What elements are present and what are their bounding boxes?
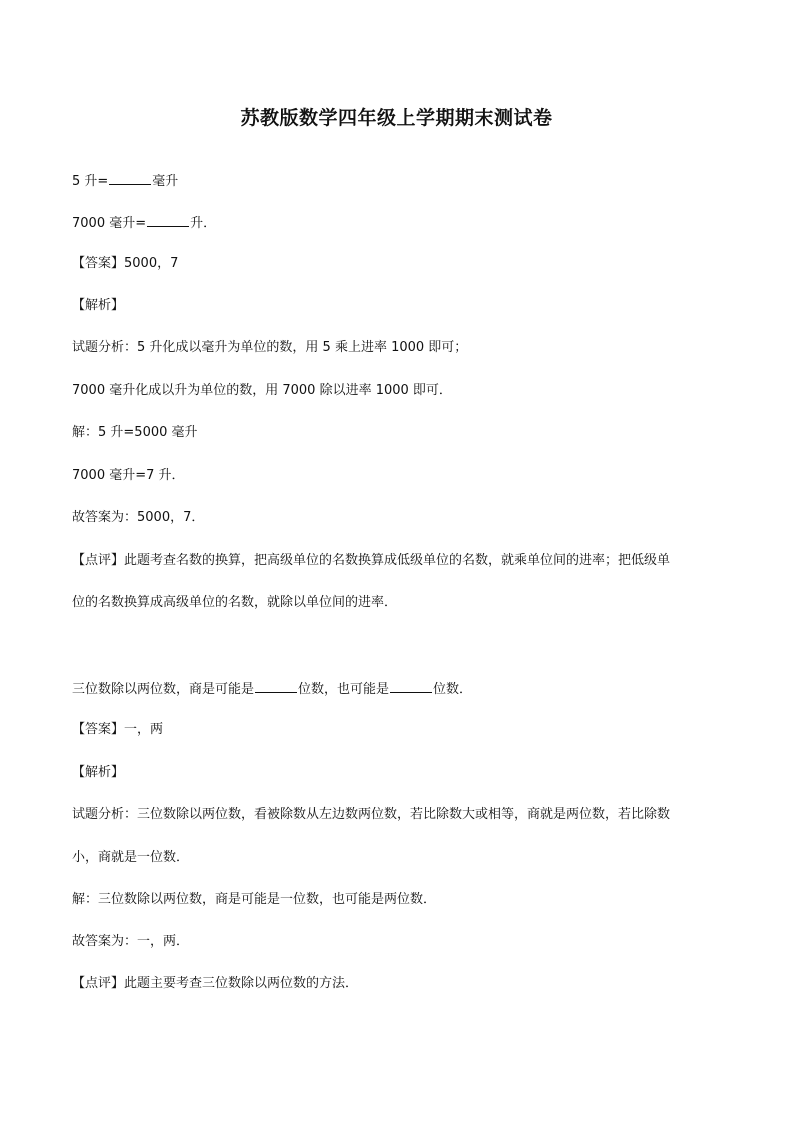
q2-answer: 【答案】一，两 [72, 722, 164, 737]
q1-analysis-2: 7000 毫升化成以升为单位的数，用 7000 除以进率 1000 即可． [72, 383, 452, 398]
q2-analysis-2: 小，商就是一位数． [72, 850, 190, 865]
q1-line1-suffix: 毫升 [152, 174, 179, 189]
q1-line2-suffix: 升． [190, 216, 217, 231]
q2-solution: 解：三位数除以两位数，商是可能是一位数，也可能是两位数． [72, 892, 437, 907]
q2-analysis-1: 试题分析：三位数除以两位数，看被除数从左边数两位数，若比除数大或相等，商就是两位数，若比除数 [72, 807, 671, 822]
q1-final-answer: 故答案为：5000，7． [72, 510, 205, 525]
q1-line2 [72, 214, 216, 232]
q1-line1-prefix: 5 升= [72, 174, 109, 189]
q2-part3: 位数． [433, 682, 473, 697]
q1-blank-2 [147, 214, 189, 227]
q2-blank-2 [390, 680, 432, 693]
q2-part1: 三位数除以两位数，商是可能是 [72, 682, 255, 697]
q2-blank-1 [255, 680, 297, 693]
q1-answer: 【答案】5000，7 [72, 256, 179, 271]
q1-line2-prefix: 7000 毫升= [72, 216, 147, 231]
q1-line1 [72, 172, 178, 190]
q1-solution-2: 7000 毫升=7 升． [72, 468, 185, 483]
q1-analysis-1: 试题分析：5 升化成以毫升为单位的数，用 5 乘上进率 1000 即可； [72, 340, 468, 355]
q1-solution-1: 解：5 升=5000 毫升 [72, 425, 198, 440]
q2-part2: 位数，也可能是 [298, 682, 390, 697]
q1-blank-1 [109, 172, 151, 185]
q2-question [72, 680, 472, 698]
q1-comment-1: 【点评】此题考查名数的换算，把高级单位的名数换算成低级单位的名数，就乘单位间的进率；把低级单 [72, 553, 671, 568]
q2-final-answer: 故答案为：一，两． [72, 934, 190, 949]
document-title: 苏教版数学四年级上学期期末测试卷 [240, 107, 553, 129]
q1-comment-2: 位的名数换算成高级单位的名数，就除以单位间的进率． [72, 595, 398, 610]
q1-analysis-label: 【解析】 [72, 298, 125, 313]
q2-comment: 【点评】此题主要考查三位数除以两位数的方法． [72, 976, 359, 991]
q2-analysis-label: 【解析】 [72, 765, 125, 780]
